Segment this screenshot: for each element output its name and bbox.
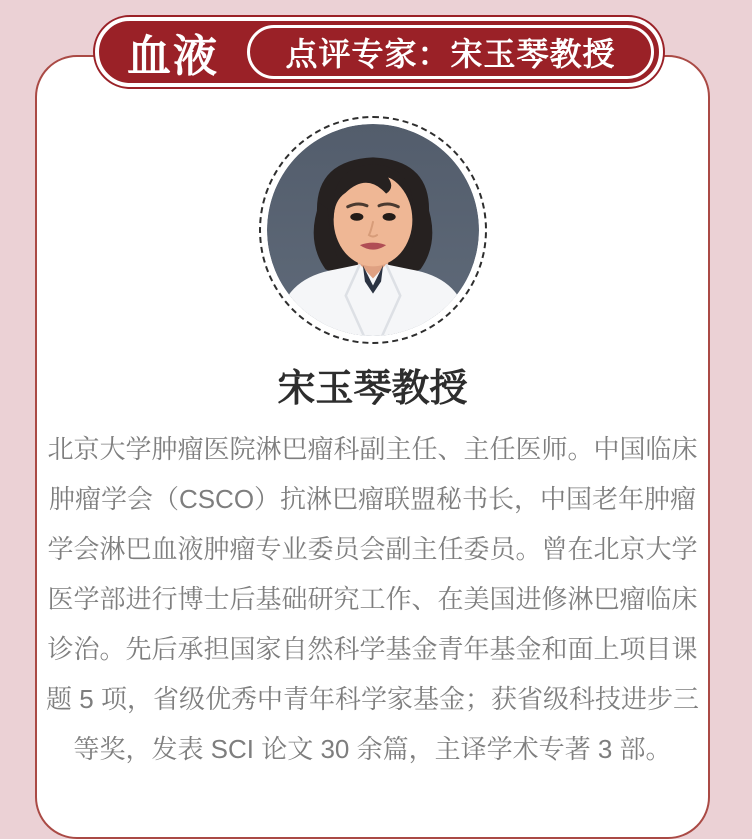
expert-title-label: 点评专家：宋玉琴教授 [285,36,616,72]
profile-card [35,32,710,839]
bio-line: 等奖，发表 SCI 论文 30 余篇，主译学术专著 3 部。 [73,733,672,764]
expert-bio [37,424,708,774]
bio-line: 诊治。先后承担国家自然科学基金青年基金和面上项目课 [47,633,698,664]
header-banner [95,17,663,87]
photo-dashed-ring [259,116,487,344]
portrait-illustration [267,124,479,336]
expert-portrait-photo [267,124,479,336]
bio-line: 医学部进行博士后基础研究工作、在美国进修淋巴瘤临床 [47,583,698,614]
bio-line: 肿瘤学会（CSCO）抗淋巴瘤联盟秘书长，中国老年肿瘤 [48,483,697,514]
bio-line: 学会淋巴血液肿瘤专业委员会副主任委员。曾在北京大学 [47,533,698,564]
bio-line: 北京大学肿瘤医院淋巴瘤科副主任、主任医师。中国临床 [47,433,698,464]
category-label: 血液 [127,32,219,81]
bio-line: 题 5 项，省级优秀中青年科学家基金；获省级科技进步三 [46,683,699,714]
expert-title-pill [247,25,654,79]
expert-name: 宋玉琴教授 [277,368,468,410]
